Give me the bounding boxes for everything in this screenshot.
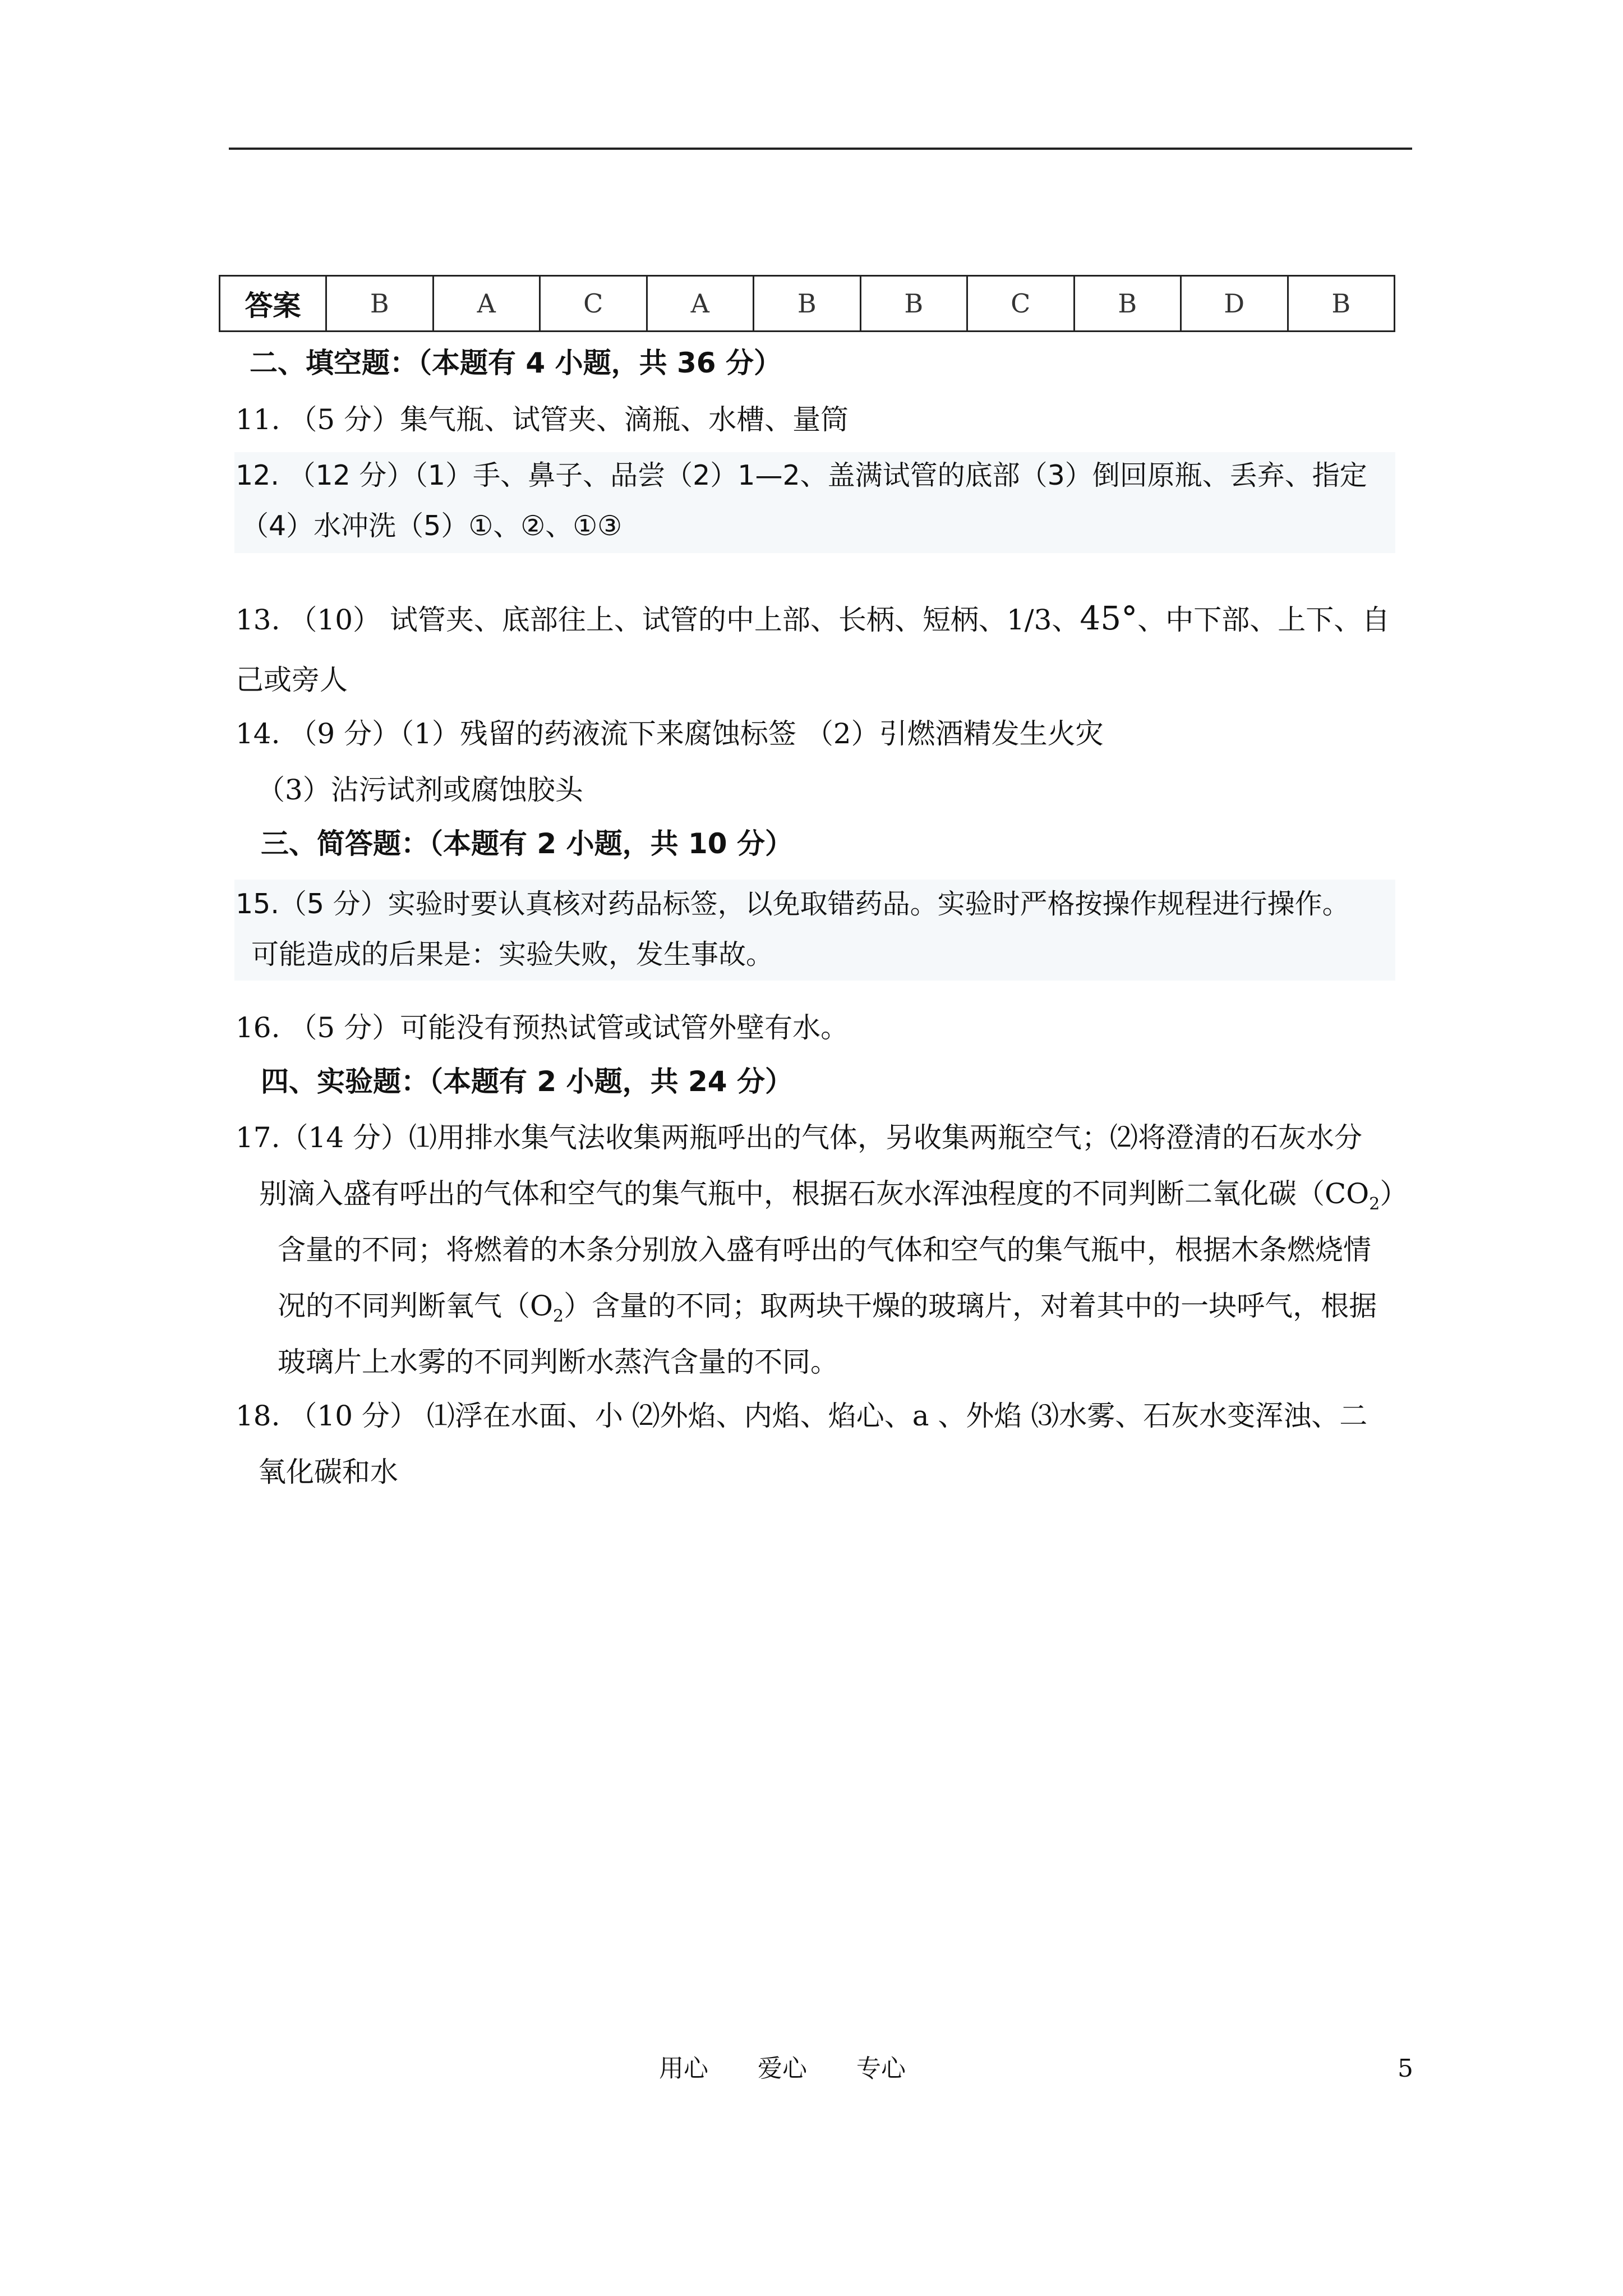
answer-13-text-a: 13. （10） 试管夹、底部往上、试管的中上部、长柄、短柄、1/3、 <box>236 604 1080 636</box>
page-number: 5 <box>1398 2054 1413 2083</box>
answer-cell: C <box>967 276 1075 332</box>
section-3-title: 三、简答题：（本题有 2 小题，共 10 分） <box>261 827 793 860</box>
answer-18-line2: 氧化碳和水 <box>258 1456 398 1488</box>
answer-15-line1: 15.（5 分）实验时要认真核对药品标签，以免取错药品。实验时严格按操作规程进行操作。 <box>236 888 1350 920</box>
table-row <box>220 276 1395 332</box>
answer-13-line2: 己或旁人 <box>236 664 348 696</box>
answer-17-line4-b: ）含量的不同；取两块干燥的玻璃片，对着其中的一块呼气，根据 <box>564 1290 1377 1322</box>
answer-15-line2: 可能造成的后果是：实验失败，发生事故。 <box>251 938 774 970</box>
answer-17-line4-a: 况的不同判断氧气（O <box>278 1290 553 1322</box>
header-rule <box>229 148 1412 150</box>
answer-18-line1: 18. （10 分） ⑴浮在水面、小 ⑵外焰、内焰、焰心、a 、外焰 ⑶水雾、石灰水变浑浊、二 <box>236 1400 1368 1432</box>
answer-cell: A <box>647 276 754 332</box>
answer-14-line2: （3）沾污试剂或腐蚀胶头 <box>257 774 583 806</box>
answer-cell: B <box>754 276 861 332</box>
answer-17-line3: 含量的不同；将燃着的木条分别放入盛有呼出的气体和空气的集气瓶中，根据木条燃烧情 <box>278 1234 1371 1266</box>
answer-17-line4 <box>278 1288 1377 1335</box>
answer-table <box>219 275 1395 332</box>
answer-13-text-b: 、中下部、上下、自 <box>1137 604 1390 636</box>
answer-12-image <box>234 452 1395 553</box>
answer-12-line2: （4）水冲洗（5）①、②、①③ <box>241 510 623 542</box>
subscript: 2 <box>1369 1194 1380 1214</box>
answer-header: 答案 <box>220 276 326 332</box>
answer-17-line2 <box>259 1176 1408 1222</box>
subscript: 2 <box>553 1306 564 1326</box>
answer-17-line2-b: ） <box>1380 1177 1408 1210</box>
section-2-title: 二、填空题：（本题有 4 小题，共 36 分） <box>250 347 782 379</box>
answer-17-line2-a: 别滴入盛有呼出的气体和空气的集气瓶中，根据石灰水浑浊程度的不同判断二氧化碳（CO <box>259 1177 1370 1210</box>
answer-17-line1: 17.（14 分）⑴用排水集气法收集两瓶呼出的气体，另收集两瓶空气；⑵将澄清的石灰水分 <box>236 1121 1363 1154</box>
answer-17-line5: 玻璃片上水雾的不同判断水蒸汽含量的不同。 <box>278 1346 838 1378</box>
answer-11: 11. （5 分）集气瓶、试管夹、滴瓶、水槽、量筒 <box>236 403 849 436</box>
footer-motto: 用心 爱心 专心 <box>659 2054 906 2083</box>
answer-15-image <box>234 880 1395 981</box>
answer-13-line1 <box>236 600 1390 638</box>
answer-cell: A <box>433 276 540 332</box>
section-4-title: 四、实验题：（本题有 2 小题，共 24 分） <box>261 1065 793 1098</box>
answer-14-line1: 14. （9 分）（1）残留的药液流下来腐蚀标签 （2）引燃酒精发生火灾 <box>236 717 1104 750</box>
answer-cell: D <box>1181 276 1288 332</box>
degree-value: 45° <box>1080 599 1138 637</box>
answer-cell: B <box>326 276 434 332</box>
answer-12-line1: 12. （12 分）（1）手、鼻子、品尝（2）1—2、盖满试管的底部（3）倒回原瓶、丢弃、指定 <box>236 459 1367 491</box>
answer-16: 16. （5 分）可能没有预热试管或试管外壁有水。 <box>236 1011 849 1044</box>
answer-cell: B <box>1288 276 1395 332</box>
answer-cell: B <box>860 276 967 332</box>
answer-cell: C <box>540 276 647 332</box>
answer-cell: B <box>1074 276 1181 332</box>
